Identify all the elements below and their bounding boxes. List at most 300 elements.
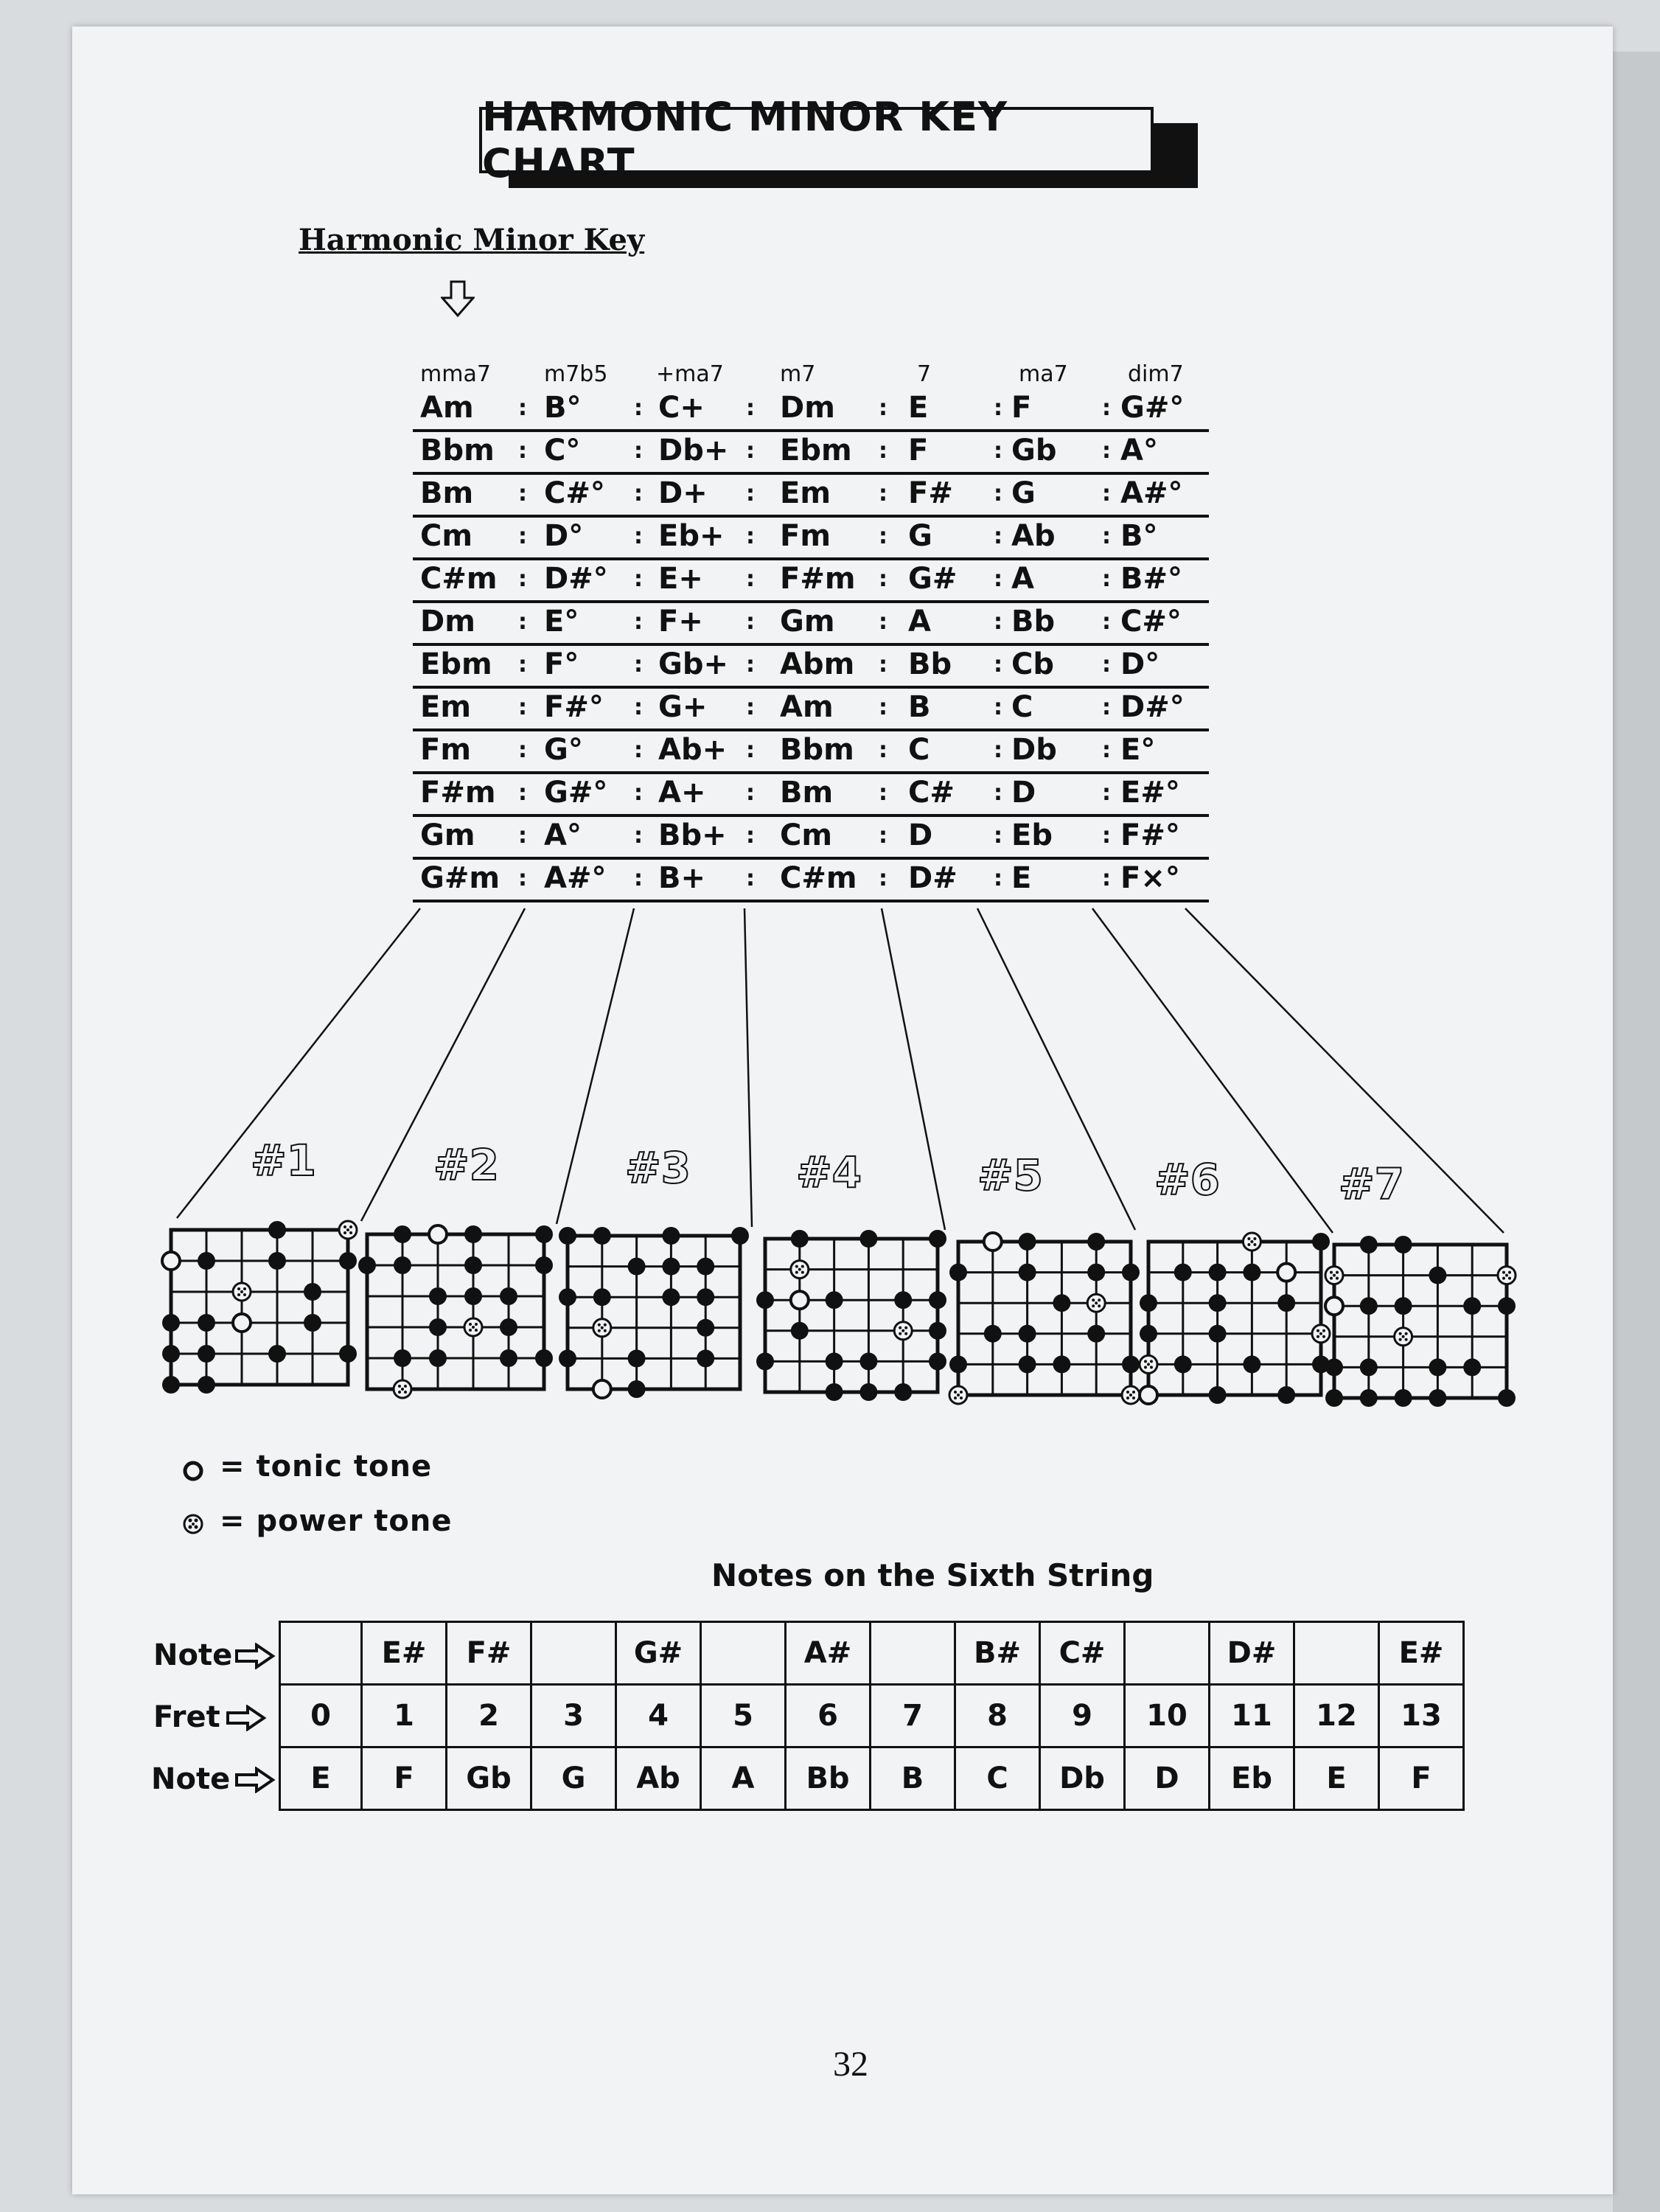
column-separator: : — [879, 481, 887, 507]
scale-note-dot — [1019, 1355, 1036, 1373]
key-cell: Am — [420, 391, 474, 425]
power-tone-dot-mark — [598, 1324, 601, 1326]
column-separator: : — [1102, 481, 1111, 507]
power-tone-dot-mark — [475, 1323, 478, 1326]
power-tone-dot-mark — [1330, 1277, 1333, 1280]
right-arrow-icon — [226, 1705, 267, 1731]
note-cell: E# — [1379, 1622, 1464, 1685]
column-separator: : — [994, 481, 1002, 507]
key-cell: D+ — [658, 476, 708, 510]
column-separator: : — [1102, 395, 1111, 421]
power-tone-dot-mark — [240, 1290, 243, 1293]
scale-note-dot — [394, 1225, 411, 1243]
key-cell: Fm — [780, 519, 831, 553]
column-separator: : — [994, 780, 1002, 806]
key-cell: Em — [420, 690, 472, 724]
key-cell: Dm — [420, 605, 475, 639]
scale-note-dot — [859, 1230, 877, 1248]
scale-note-dot — [1243, 1355, 1260, 1373]
column-separator: : — [518, 438, 527, 464]
key-cell: D° — [1120, 647, 1160, 681]
column-separator: : — [518, 481, 527, 507]
column-separator: : — [634, 438, 643, 464]
scale-note-dot — [429, 1318, 447, 1336]
column-separator: : — [746, 780, 755, 806]
scale-note-dot — [1312, 1233, 1330, 1251]
scale-note-dot — [628, 1380, 646, 1398]
scale-note-dot — [756, 1352, 774, 1370]
key-cell: F×° — [1120, 861, 1180, 895]
key-cell: Ebm — [780, 434, 852, 467]
power-tone-dot-mark — [795, 1271, 798, 1274]
key-cell: A — [1011, 562, 1034, 596]
scale-note-dot — [304, 1314, 321, 1332]
key-cell: C — [1011, 690, 1033, 724]
scale-note-dot — [859, 1352, 877, 1370]
power-tone-dot-mark — [237, 1287, 240, 1290]
power-tone-dot-mark — [1508, 1271, 1511, 1274]
key-cell: A#° — [1120, 476, 1183, 510]
scale-note-dot — [464, 1225, 482, 1243]
tonic-tone-dot — [429, 1225, 447, 1243]
power-tone-dot-mark — [954, 1391, 957, 1394]
sixth-string-title: Notes on the Sixth String — [711, 1557, 1154, 1593]
power-tone-dot-mark — [801, 1271, 804, 1274]
key-cell: Bbm — [420, 434, 495, 467]
power-tone-dot-mark — [469, 1323, 472, 1326]
column-header: ma7 — [1019, 361, 1068, 387]
key-cell: G# — [908, 562, 958, 596]
power-tone-dot-mark — [1132, 1397, 1135, 1399]
power-tone-dot-mark — [349, 1225, 352, 1228]
power-tone-dot-mark — [1317, 1335, 1319, 1338]
power-tone-dot-mark — [1322, 1335, 1325, 1338]
power-tone-dot-mark — [904, 1332, 907, 1335]
fretboard-frame — [1334, 1245, 1507, 1398]
key-cell: G#° — [544, 776, 608, 810]
power-tone-dot-mark — [346, 1228, 349, 1231]
scale-note-dot — [559, 1349, 576, 1367]
key-cell: Abm — [780, 647, 855, 681]
column-header: dim7 — [1128, 361, 1184, 387]
power-tone-icon — [181, 1512, 206, 1537]
power-tone-dot-mark — [801, 1265, 804, 1268]
sixth-string-row-notes — [280, 1747, 1464, 1810]
key-cell: F#m — [420, 776, 496, 810]
key-cell: E° — [1120, 733, 1156, 767]
scale-note-dot — [535, 1256, 553, 1274]
scale-note-dot — [162, 1345, 180, 1363]
power-tone-dot-mark — [795, 1265, 798, 1268]
scale-note-dot — [1243, 1264, 1260, 1281]
key-cell: E — [1011, 861, 1032, 895]
sixth-string-row-frets — [280, 1685, 1464, 1747]
column-separator: : — [879, 524, 887, 549]
column-separator: : — [879, 866, 887, 891]
column-separator: : — [879, 395, 887, 421]
power-tone-dot-mark — [1317, 1329, 1319, 1332]
key-cell: C° — [544, 434, 581, 467]
scale-note-dot — [1463, 1297, 1481, 1315]
key-cell: D° — [544, 519, 584, 553]
column-separator: : — [518, 866, 527, 891]
key-cell: C# — [908, 776, 955, 810]
scale-note-dot — [1053, 1294, 1070, 1312]
power-tone-dot-mark — [1092, 1304, 1095, 1307]
column-separator: : — [1102, 524, 1111, 549]
right-arrow-icon — [234, 1643, 276, 1669]
fret-number-cell: 10 — [1125, 1685, 1210, 1747]
key-cell: B° — [1120, 519, 1158, 553]
power-tone-dot-mark — [472, 1326, 475, 1329]
column-header: 7 — [917, 361, 932, 387]
column-separator: : — [634, 780, 643, 806]
scale-note-dot — [1053, 1355, 1070, 1373]
column-separator: : — [634, 695, 643, 720]
note-cell: B — [871, 1747, 955, 1810]
scale-note-dot — [929, 1322, 946, 1340]
key-cell: F+ — [658, 605, 703, 639]
scale-note-dot — [1209, 1386, 1227, 1404]
key-cell: B+ — [658, 861, 706, 895]
column-separator: : — [879, 737, 887, 763]
column-separator: : — [1102, 695, 1111, 720]
key-cell: C#° — [1120, 605, 1182, 639]
fret-number-cell: 9 — [1040, 1685, 1125, 1747]
key-cell: A#° — [544, 861, 607, 895]
column-separator: : — [746, 566, 755, 592]
scale-note-dot — [593, 1288, 611, 1306]
scale-note-dot — [198, 1376, 215, 1394]
scale-note-dot — [1360, 1358, 1378, 1376]
key-cell: F#° — [544, 690, 604, 724]
power-tone-dot-mark — [1402, 1335, 1405, 1338]
power-tone-dot-mark — [954, 1397, 957, 1399]
column-separator: : — [746, 524, 755, 549]
pattern-number: #1 — [251, 1135, 316, 1186]
pattern-number: #3 — [625, 1143, 691, 1193]
note-cell: G# — [616, 1622, 701, 1685]
key-cell: Db — [1011, 733, 1057, 767]
note-cell: Eb — [1210, 1747, 1294, 1810]
scale-note-dot — [1498, 1297, 1516, 1315]
power-tone-dot-mark — [1144, 1366, 1147, 1368]
column-separator: : — [994, 524, 1002, 549]
power-tone-dot-mark — [1098, 1304, 1101, 1307]
column-separator: : — [634, 737, 643, 763]
column-separator: : — [994, 395, 1002, 421]
key-cell: G° — [544, 733, 583, 767]
column-separator: : — [994, 823, 1002, 849]
power-tone-dot-mark — [343, 1225, 346, 1228]
scale-note-dot — [1498, 1389, 1516, 1407]
key-cell: Bm — [420, 476, 474, 510]
key-cell: Gb+ — [658, 647, 728, 681]
key-cell: Eb — [1011, 818, 1053, 852]
scale-note-dot — [1395, 1297, 1412, 1315]
key-cell: B° — [544, 391, 582, 425]
power-tone-dot-mark — [1126, 1391, 1129, 1394]
column-separator: : — [1102, 609, 1111, 635]
scale-note-dot — [894, 1383, 912, 1401]
scale-note-dot — [339, 1345, 357, 1363]
scale-note-dot — [1019, 1233, 1036, 1251]
key-cell: B#° — [1120, 562, 1183, 596]
scale-note-dot — [1209, 1325, 1227, 1343]
note-cell: Db — [1040, 1747, 1125, 1810]
column-separator: : — [518, 695, 527, 720]
scale-note-dot — [929, 1291, 946, 1309]
scale-note-dot — [268, 1345, 286, 1363]
scale-note-dot — [1087, 1325, 1105, 1343]
key-cell: Gm — [780, 605, 835, 639]
legend-power: = power tone — [220, 1504, 453, 1538]
fret-number-cell: 12 — [1294, 1685, 1379, 1747]
key-cell: Bb — [908, 647, 952, 681]
power-tone-dot-mark — [1098, 1298, 1101, 1301]
key-cell: A — [908, 605, 931, 639]
column-separator: : — [746, 609, 755, 635]
column-separator: : — [746, 395, 755, 421]
power-tone-dot-mark — [475, 1329, 478, 1332]
sixth-string-table — [279, 1621, 1465, 1811]
scale-note-dot — [1325, 1358, 1343, 1376]
scale-note-dot — [984, 1325, 1002, 1343]
scale-note-dot — [1174, 1355, 1192, 1373]
scale-note-dot — [791, 1230, 809, 1248]
scale-note-dot — [429, 1287, 447, 1305]
scale-note-dot — [1463, 1358, 1481, 1376]
key-cell: F — [1011, 391, 1032, 425]
key-cell: Bb — [1011, 605, 1056, 639]
key-cell: E+ — [658, 562, 703, 596]
key-cell: Ab — [1011, 519, 1056, 553]
scale-note-dot — [304, 1283, 321, 1301]
scale-note-dot — [1360, 1236, 1378, 1253]
column-separator: : — [634, 481, 643, 507]
scale-note-dot — [559, 1227, 576, 1245]
scale-note-dot — [1174, 1264, 1192, 1281]
key-cell: Db+ — [658, 434, 729, 467]
tonic-tone-dot — [593, 1380, 611, 1398]
note-cell: B# — [955, 1622, 1040, 1685]
scale-note-dot — [1360, 1297, 1378, 1315]
tonic-tone-dot — [162, 1252, 180, 1270]
power-tone-dot-mark — [398, 1391, 401, 1394]
power-tone-dot-mark — [1253, 1237, 1256, 1240]
column-separator: : — [994, 566, 1002, 592]
note-cell: D — [1125, 1747, 1210, 1810]
key-cell: G — [908, 519, 932, 553]
note-cell — [871, 1622, 955, 1685]
scale-note-dot — [859, 1383, 877, 1401]
scale-note-dot — [500, 1287, 517, 1305]
column-separator: : — [746, 737, 755, 763]
note-cell: C# — [1040, 1622, 1125, 1685]
column-separator: : — [634, 609, 643, 635]
scale-note-dot — [697, 1349, 714, 1367]
key-cell: A+ — [658, 776, 706, 810]
note-cell: A — [701, 1747, 786, 1810]
scale-note-dot — [358, 1256, 376, 1274]
fretboard-frame — [568, 1236, 740, 1389]
fret-number-cell: 2 — [447, 1685, 531, 1747]
tonic-tone-icon — [181, 1458, 206, 1484]
scale-note-dot — [464, 1256, 482, 1274]
key-cell: Gb — [1011, 434, 1057, 467]
power-tone-dot-mark — [1336, 1271, 1339, 1274]
power-tone-dot-mark — [1330, 1271, 1333, 1274]
scale-note-dot — [1325, 1389, 1343, 1407]
scale-note-dot — [429, 1349, 447, 1367]
scale-note-dot — [1209, 1264, 1227, 1281]
column-separator: : — [518, 609, 527, 635]
key-cell: Ebm — [420, 647, 492, 681]
note-cell: C — [955, 1747, 1040, 1810]
fret-number-cell: 6 — [786, 1685, 871, 1747]
key-cell: C — [908, 733, 930, 767]
scale-note-dot — [198, 1252, 215, 1270]
column-separator: : — [994, 609, 1002, 635]
fret-number-cell: 1 — [362, 1685, 447, 1747]
key-cell: Cb — [1011, 647, 1054, 681]
scale-note-dot — [535, 1225, 553, 1243]
power-tone-dot-mark — [349, 1231, 352, 1234]
key-cell: G#° — [1120, 391, 1185, 425]
scale-note-dot — [1429, 1267, 1446, 1284]
fretboard-frame — [367, 1234, 544, 1389]
scale-note-dot — [464, 1287, 482, 1305]
scale-note-dot — [1277, 1294, 1295, 1312]
note-cell: E — [280, 1747, 362, 1810]
scale-note-dot — [394, 1349, 411, 1367]
scale-note-dot — [662, 1227, 680, 1245]
key-cell: D#° — [1120, 690, 1185, 724]
power-tone-dot-mark — [1505, 1274, 1508, 1277]
power-tone-dot-mark — [957, 1394, 960, 1397]
column-separator: : — [518, 566, 527, 592]
power-tone-dot-mark — [1147, 1363, 1150, 1366]
power-tone-dot-mark — [243, 1287, 246, 1290]
scale-note-dot — [394, 1256, 411, 1274]
power-tone-dot-mark — [598, 1329, 601, 1332]
row-label-note: Note — [151, 1762, 231, 1796]
key-cell: Am — [780, 690, 834, 724]
scale-note-dot — [628, 1349, 646, 1367]
column-separator: : — [518, 780, 527, 806]
power-tone-dot-mark — [1502, 1277, 1505, 1280]
power-tone-dot-mark — [904, 1326, 907, 1329]
power-tone-dot-mark — [1508, 1277, 1511, 1280]
key-cell: Ab+ — [658, 733, 728, 767]
scale-note-dot — [1019, 1325, 1036, 1343]
column-separator: : — [634, 524, 643, 549]
power-tone-dot-mark — [1399, 1332, 1402, 1335]
scale-note-dot — [162, 1314, 180, 1332]
tonic-tone-dot — [1325, 1297, 1343, 1315]
key-cell: Bbm — [780, 733, 854, 767]
column-separator: : — [518, 395, 527, 421]
key-cell: G+ — [658, 690, 708, 724]
scale-note-dot — [1140, 1294, 1157, 1312]
scale-note-dot — [198, 1345, 215, 1363]
power-tone-dot-mark — [237, 1293, 240, 1296]
fretboard-diagram — [1325, 1236, 1516, 1407]
row-label-note-sharp: Note — [153, 1638, 233, 1672]
key-cell: Bb+ — [658, 818, 727, 852]
power-tone-dot-mark — [604, 1329, 607, 1332]
legend-tonic: = tonic tone — [220, 1450, 433, 1484]
column-separator: : — [1102, 866, 1111, 891]
power-tone-dot-mark — [1126, 1397, 1129, 1399]
scale-note-dot — [593, 1227, 611, 1245]
scale-note-dot — [826, 1383, 843, 1401]
key-cell: A° — [544, 818, 582, 852]
note-cell: E# — [362, 1622, 447, 1685]
column-header: mma7 — [420, 361, 491, 387]
key-cell: Cm — [780, 818, 833, 852]
scale-note-dot — [628, 1258, 646, 1276]
power-tone-dot-mark — [1092, 1298, 1095, 1301]
key-cell: B — [908, 690, 931, 724]
note-cell: F — [1379, 1747, 1464, 1810]
power-tone-dot-mark — [1405, 1332, 1408, 1335]
note-cell: Ab — [616, 1747, 701, 1810]
column-header: m7b5 — [544, 361, 608, 387]
key-cell: F° — [544, 647, 579, 681]
scale-note-dot — [1122, 1264, 1140, 1281]
note-cell — [280, 1622, 362, 1685]
tonic-tone-dot — [791, 1291, 809, 1309]
column-header: m7 — [780, 361, 816, 387]
scale-note-dot — [559, 1288, 576, 1306]
power-tone-dot-mark — [1502, 1271, 1505, 1274]
column-separator: : — [518, 737, 527, 763]
key-cell: E° — [544, 605, 579, 639]
power-tone-dot-mark — [1322, 1329, 1325, 1332]
note-cell — [701, 1622, 786, 1685]
scale-note-dot — [339, 1252, 357, 1270]
column-header: +ma7 — [656, 361, 724, 387]
right-arrow-icon — [234, 1767, 276, 1793]
pattern-number: #5 — [977, 1150, 1043, 1200]
scale-note-dot — [1395, 1236, 1412, 1253]
key-cell: F#m — [780, 562, 856, 596]
scale-note-dot — [697, 1319, 714, 1337]
column-separator: : — [634, 652, 643, 678]
power-tone-dot-mark — [243, 1293, 246, 1296]
power-tone-dot-mark — [469, 1329, 472, 1332]
key-cell: C#m — [420, 562, 498, 596]
column-separator: : — [518, 652, 527, 678]
fretboard-frame — [171, 1230, 348, 1385]
column-separator: : — [634, 866, 643, 891]
fret-number-cell: 4 — [616, 1685, 701, 1747]
fret-number-cell: 8 — [955, 1685, 1040, 1747]
scale-note-dot — [162, 1376, 180, 1394]
scale-note-dot — [697, 1258, 714, 1276]
fretboard-diagram — [756, 1230, 946, 1401]
fret-number-cell: 7 — [871, 1685, 955, 1747]
column-separator: : — [879, 566, 887, 592]
scale-note-dot — [949, 1355, 967, 1373]
key-cell: D# — [908, 861, 958, 895]
key-cell: D#° — [544, 562, 608, 596]
note-cell — [531, 1622, 616, 1685]
fret-number-cell: 5 — [701, 1685, 786, 1747]
key-cell: D — [908, 818, 933, 852]
power-tone-dot-mark — [960, 1397, 963, 1399]
